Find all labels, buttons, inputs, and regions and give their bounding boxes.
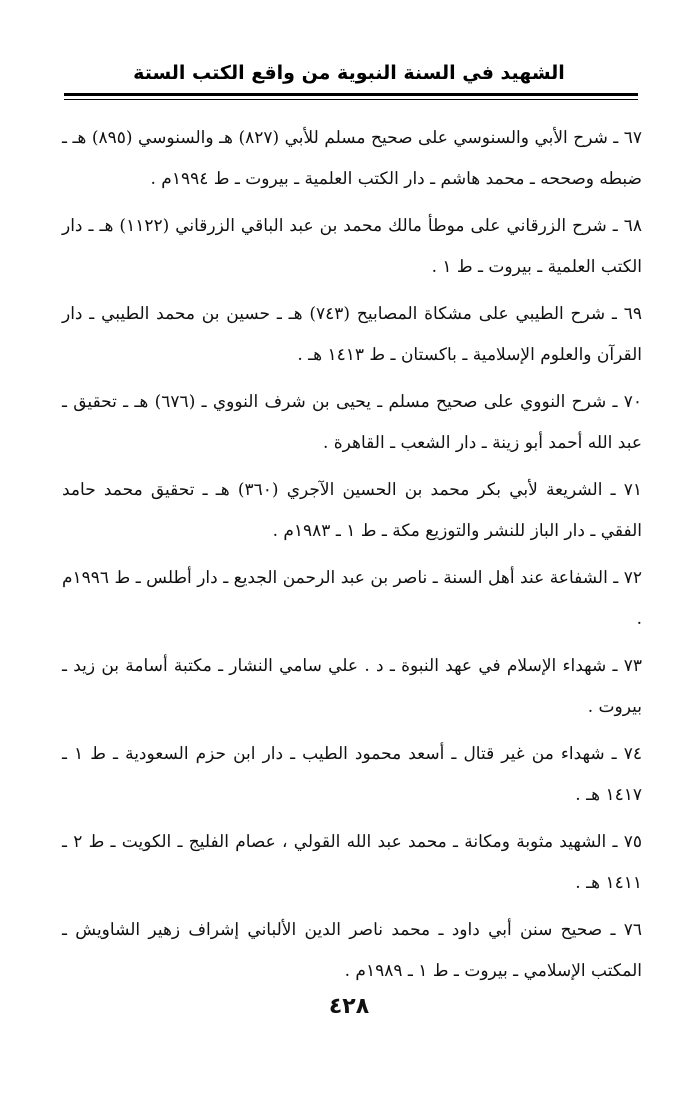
bibliography-entry-69: ٦٩ ـ شرح الطيبي على مشكاة المصابيح (٧٤٣) هـ ـ حسين بن محمد الطيبي ـ دار القرآن والعلوم الإسلامية ـ باكستان ـ ط ١٤١٣ هـ .	[62, 304, 642, 365]
bibliography-entry-75: ٧٥ ـ الشهيد مثوبة ومكانة ـ محمد عبد الله القولي ، عصام الفليج ـ الكويت ـ ط ٢ ـ ١٤١١ هـ .	[62, 832, 642, 893]
bibliography-entry-67: ٦٧ ـ شرح الأبي والسنوسي على صحيح مسلم للأبي (٨٢٧) هـ والسنوسي (٨٩٥) هـ ـ ضبطه وصححه ـ محمد هاشم ـ دار الكتب العلمية ـ بيروت ـ ط ١٩٩٤م .	[62, 128, 642, 189]
header-rule-thin	[64, 99, 638, 100]
bibliography-entry-73: ٧٣ ـ شهداء الإسلام في عهد النبوة ـ د . علي سامي النشار ـ مكتبة أسامة بن زيد ـ بيروت .	[62, 656, 642, 717]
bibliography-entry-70: ٧٠ ـ شرح النووي على صحيح مسلم ـ يحيى بن شرف النووي ـ (٦٧٦) هـ ـ تحقيق ـ عبد الله أحمد أبو زينة ـ دار الشعب ـ القاهرة .	[62, 392, 642, 453]
bibliography-entry-72: ٧٢ ـ الشفاعة عند أهل السنة ـ ناصر بن عبد الرحمن الجديع ـ دار أطلس ـ ط ١٩٩٦م .	[62, 568, 642, 629]
bibliography-entry-76: ٧٦ ـ صحيح سنن أبي داود ـ محمد ناصر الدين الألباني إشراف زهير الشاويش ـ المكتب الإسلامي ـ بيروت ـ ط ١ ـ ١٩٨٩م .	[62, 920, 642, 981]
bibliography-list	[62, 118, 642, 996]
bibliography-entry-71: ٧١ ـ الشريعة لأبي بكر محمد بن الحسين الآجري (٣٦٠) هـ ـ تحقيق محمد حامد الفقي ـ دار الباز للنشر والتوزيع مكة ـ ط ١ ـ ١٩٨٣م .	[62, 480, 642, 541]
running-header-title: الشهيد في السنة النبوية من واقع الكتب الستة	[133, 62, 565, 84]
bibliography-entry-74: ٧٤ ـ شهداء من غير قتال ـ أسعد محمود الطيب ـ دار ابن حزم السعودية ـ ط ١ ـ ١٤١٧ هـ .	[62, 744, 642, 805]
page-number: ٤٢٨	[328, 994, 370, 1019]
header-rule-thick	[64, 93, 638, 96]
bibliography-entry-68: ٦٨ ـ شرح الزرقاني على موطأ مالك محمد بن عبد الباقي الزرقاني (١١٢٢) هـ ـ دار الكتب العلمية ـ بيروت ـ ط ١ .	[62, 216, 642, 277]
